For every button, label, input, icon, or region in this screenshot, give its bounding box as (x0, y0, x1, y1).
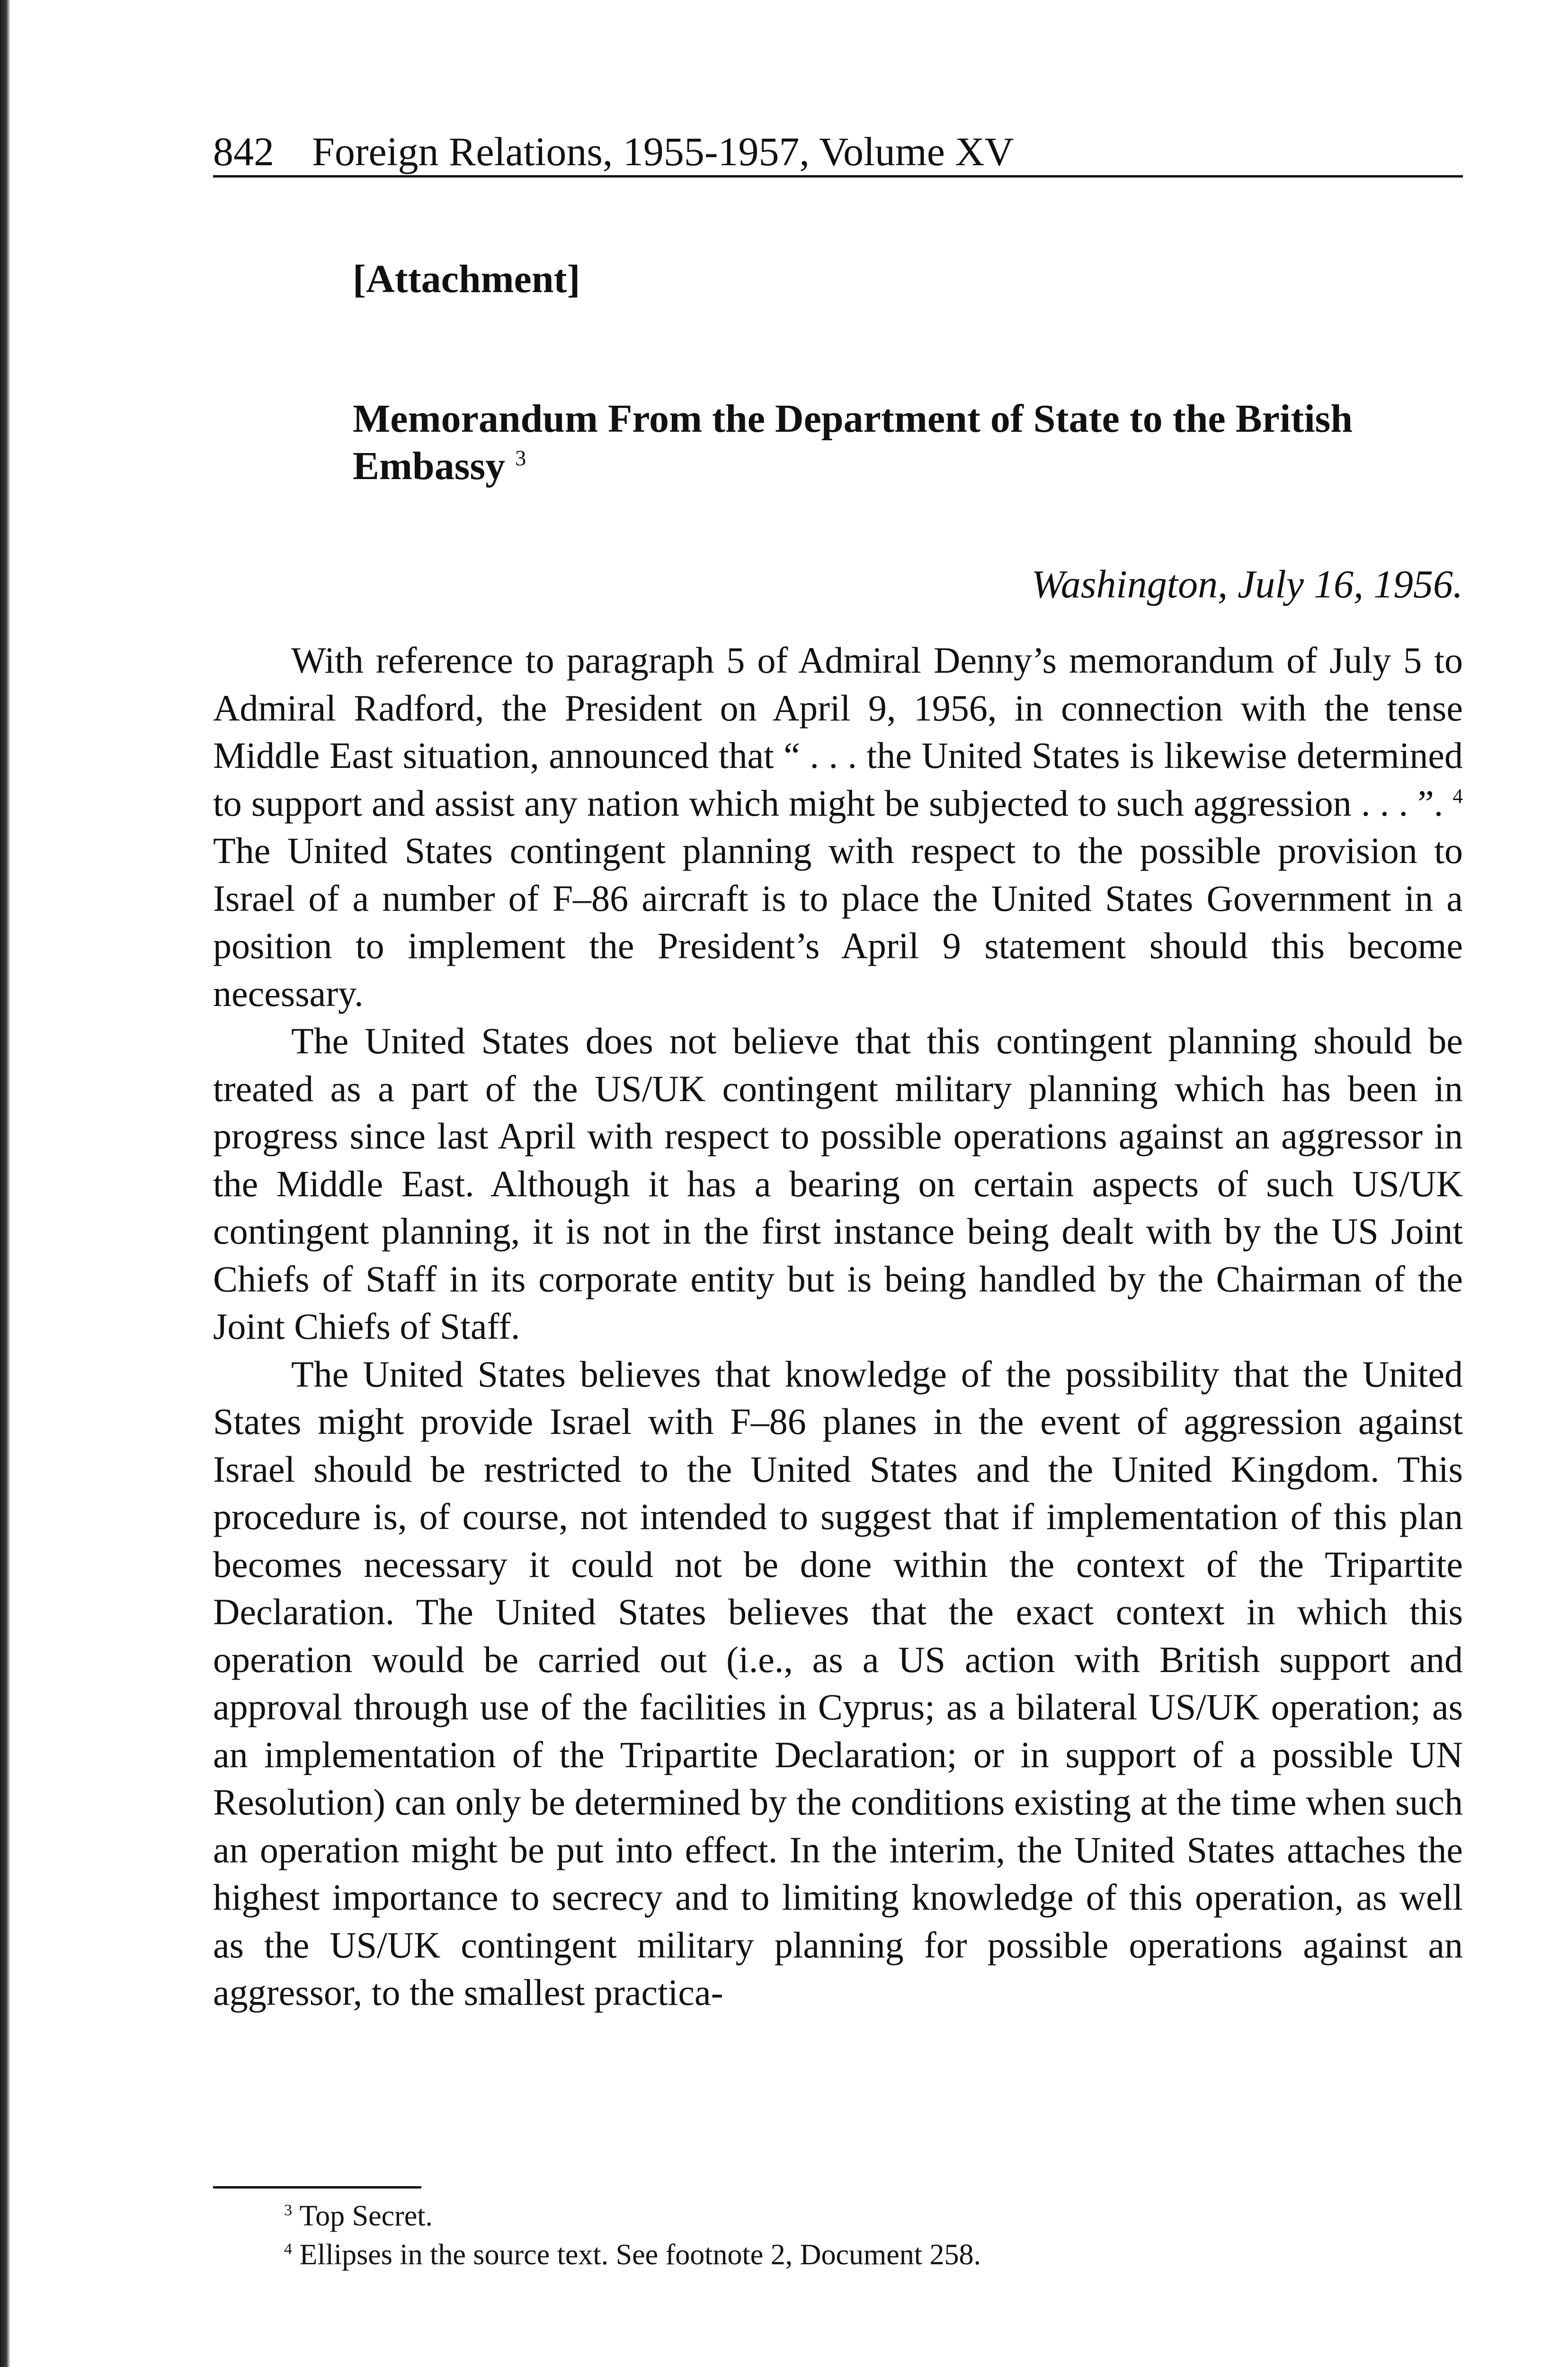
memo-body (213, 637, 1463, 2017)
footnote-mark: 3 (284, 2201, 293, 2219)
attachment-label: [Attachment] (353, 257, 580, 301)
scan-edge (0, 0, 10, 2367)
dateline: Washington, July 16, 1956. (1031, 562, 1463, 606)
running-head (213, 128, 1463, 178)
paragraph-2: The United States does not believe that this contingent planning should be treated as a part of the US/UK contingent military planning which has been in progress since last April with respect to possible operations against an aggressor in the Middle East. Although it has a bearing on certain aspects of such US/UK contingent planning, it is not in the first instance being dealt with by the US Joint Chiefs of Staff in its corporate entity but is being handled by the Chairman of the Joint Chiefs of Staff. (213, 1020, 1463, 1347)
memo-title (353, 395, 1442, 490)
memo-title-text: Memorandum From the Department of State to the British Embassy (353, 397, 1353, 488)
running-title: Foreign Relations, 1955-1957, Volume XV (312, 129, 1014, 174)
footnotes (284, 2197, 1463, 2274)
document-page (213, 0, 1463, 2367)
footnote-divider (213, 2186, 421, 2189)
footnote-mark: 4 (284, 2240, 293, 2258)
page-number: 842 (213, 129, 274, 174)
paragraph-1-text: With reference to paragraph 5 of Admiral Denny’s memorandum of July 5 to Admiral Radford, the President on April 9, 1956, in connection with the tense Middle East situation, announced that “ . . . the United States is likewise determined to support and assist any nation which might be subjected to such aggression . . . ”. (213, 640, 1463, 824)
footnote-3 (284, 2197, 1463, 2235)
footnote-ref-4: 4 (1452, 785, 1463, 808)
paragraph-1-continued: The United States contingent planning with respect to the possible provision to Israel of a number of F–86 aircraft is to place the United States Government in a position to implement the President’s April 9 statement should this become necessary. (213, 830, 1463, 1014)
footnote-ref-3: 3 (515, 446, 526, 470)
paragraph-1 (213, 637, 1463, 1017)
footnote-4 (284, 2235, 1463, 2274)
footnote-text: Top Secret. (299, 2200, 433, 2232)
paragraph-3: The United States believes that knowledge of the possibility that the United States might provide Israel with F–86 planes in the event of aggression against Israel should be restricted to the United States and the United Kingdom. This procedure is, of course, not intended to suggest that if implementation of this plan becomes necessary it could not be done within the context of the Tripartite Declaration. The United States believes that the exact context in which this operation would be carried out (i.e., as a US action with British support and approval through use of the facilities in Cyprus; as a bilateral US/UK operation; as an implementation of the Tripartite Declaration; or in support of a possible UN Resolution) can only be determined by the conditions existing at the time when such an operation might be put into effect. In the interim, the United States attaches the highest importance to secrecy and to limiting knowledge of this operation, as well as the US/UK contingent military planning for possible operations against an aggressor, to the smallest practica- (213, 1353, 1463, 2013)
footnote-text: Ellipses in the source text. See footnote 2, Document 258. (299, 2239, 981, 2271)
